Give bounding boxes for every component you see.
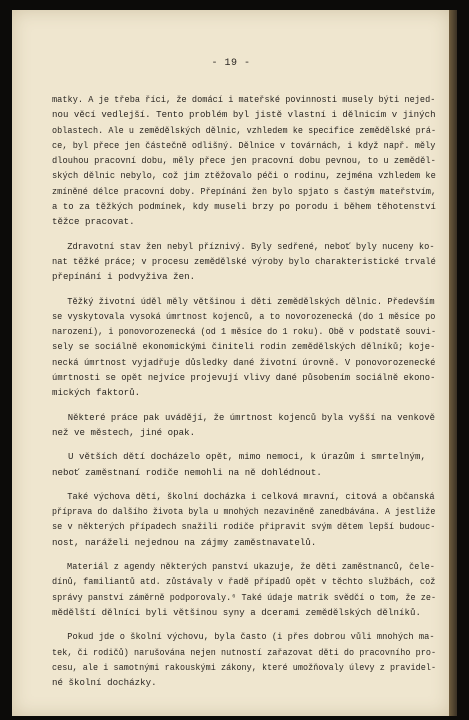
text-line: Zdravotní stav žen nebyl příznivý. Byly sedřené, neboť byly nuceny ko- (67, 240, 435, 252)
text-line: sely se sociálně ekonomickými činiteli rodin zemědělských dělníků; koje- (52, 341, 436, 353)
paragraph (52, 410, 436, 441)
paragraph-gap (52, 620, 436, 629)
text-line: dlouhou pracovní dobu, měly přece jen pracovní dobu pevnou, to u zeměděl- (52, 155, 436, 167)
text-line: správy panství záměrně podporovaly.⁶ Také údaje matrik svědčí o tom, že ze- (52, 591, 437, 603)
text-line: oblastech. Ale u zemědělských dělnic, vzhledem ke specifice zemědělské prá- (52, 124, 437, 136)
text-line: se v některých případech snažili rodiče připravit svým dětem lepší budouc- (52, 521, 436, 533)
paragraph-gap (52, 401, 436, 410)
text-line: matky. A je třeba říci, že domácí i mateřské povinnosti musely býti nejed- (52, 94, 436, 105)
text-line: Materiál z agendy některých panství ukazuje, že děti zaměstnanců, čele- (67, 561, 436, 573)
text-line: těžce pracovat. (52, 216, 135, 228)
body-text (52, 92, 436, 690)
paragraph (52, 239, 436, 285)
text-line: ských dělnic nebylo, což jim ztěžovalo péči o rodinu, zejména vzhledem ke (52, 170, 436, 182)
text-line: nat těžké práce; v procesu zemědělské výroby bylo charakteristické trvalé (52, 255, 436, 267)
text-line: tek, či rodičů) narušována nejen nutností zařazovat děti do pracovního pro- (52, 646, 437, 658)
document-page (12, 10, 450, 716)
text-line: cesu, ale i samotnými rakouskými zákony, které umožňovaly úlevy z pravidel- (52, 661, 437, 673)
text-line: dínů, familiantů atd. zůstávaly v řadě případů opět v těchto službách, což (52, 576, 436, 588)
paragraph-gap (52, 230, 436, 239)
text-line: než ve městech, jiné opak. (52, 426, 196, 438)
paragraph-gap (52, 550, 436, 559)
text-line: se vyskytovala vysoká úmrtnost kojenců, a to novorozenecká (do 1 měsíce po (52, 310, 436, 322)
text-line: Pokud jde o školní výchovu, byla často (i přes dobrou vůli mnohých ma- (67, 631, 435, 643)
text-line: Také výchova dětí, školní docházka i celková mravní, citová a občanská (67, 490, 435, 502)
paragraph (52, 559, 436, 620)
text-line: Některé práce pak uvádějí, že úmrtnost kojenců byla vyšší na venkově (67, 411, 436, 423)
paragraph (52, 489, 436, 550)
text-line: nost, naráželi nejednou na zájmy zaměstnavatelů. (52, 536, 317, 548)
paragraph (52, 92, 436, 230)
text-line: necká úmrtnost vyjadřuje důsledky dané životní úrovně. V ponovorozenecké (52, 356, 436, 368)
text-line: mických faktorů. (52, 387, 141, 399)
text-line: neboť zaměstnaní rodiče nemohli na ně dohlédnout. (52, 466, 322, 478)
text-line: příprava do dalšího života byla u mnohých nezaviněně zanedbávána. A jestliže (52, 506, 436, 518)
text-line: zmíněné délce pracovní doby. Přepínání žen bylo spjato s častým mateřstvím, (52, 185, 437, 197)
text-line: nou věcí vedlejší. Tento problém byl jistě vlastní i dělnicím v jiných (52, 109, 436, 121)
text-line: né školní docházky. (52, 677, 157, 689)
paragraph-gap (52, 440, 436, 449)
text-line: a to za těžkých podmínek, kdy museli brzy po porodu i během těhotenství (52, 201, 436, 213)
page-number: - 19 - (211, 58, 251, 69)
text-line: úmrtnosti se opět nejvíce projevují vlivy dané působením sociálně ekono- (52, 372, 436, 384)
text-line: přepínání i podvyživa žen. (52, 271, 196, 283)
paragraph (52, 294, 436, 401)
paragraph-gap (52, 480, 436, 489)
paragraph-gap (52, 285, 436, 294)
binding-edge (449, 10, 457, 716)
text-line: U větších dětí docházelo opět, mimo nemoci, k úrazům i smrtelným, (68, 451, 426, 463)
text-line: Těžký životní úděl měly většinou i děti zemědělských dělnic. Především (67, 295, 435, 307)
text-line: narození), i ponovorozenecká (od 1 měsíce do 1 roku). Obě v podstatě souvi- (52, 326, 437, 338)
text-line: mědělští dělníci byli většinou syny a dcerami zemědělských dělníků. (52, 606, 421, 618)
paragraph (52, 449, 436, 480)
paragraph (52, 629, 436, 690)
text-line: ce, byl přece jen částečně odlišný. Dělnice v továrnách, i když např. měly (52, 139, 436, 151)
